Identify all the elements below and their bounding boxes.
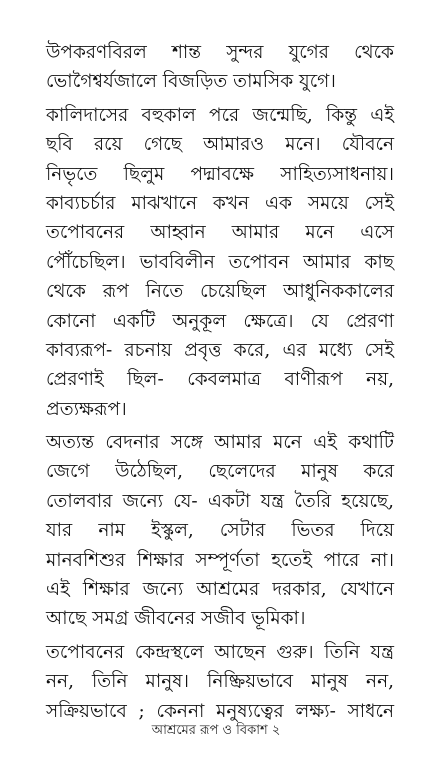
- text-line: ভোগৈশ্বর্যজালে বিজড়িত তামসিক যুগে।: [46, 71, 336, 93]
- text-line: মানবশিশুর শিক্ষার সম্পূর্ণতা হতেই পারে না।: [46, 549, 394, 571]
- text-line: নিভৃতে ছিলুম পদ্মাবক্ষে সাহিত্যসাধনায়।: [46, 163, 394, 185]
- text-line: এই শিক্ষার জন্যে আশ্রমের দরকার, যেখানে: [46, 579, 394, 601]
- text-line: প্রত্যক্ষরূপ।: [46, 398, 127, 420]
- page-text-block: [46, 38, 394, 730]
- paragraph-4: [46, 638, 394, 726]
- text-line: প্রেরণাই ছিল- কেবলমাত্র বাণীরূপ নয়,: [46, 369, 394, 391]
- text-line: নন, তিনি মানুষ। নিষ্ক্রিয়ভাবে মানুষ নন,: [46, 671, 394, 693]
- text-line: আছে সমগ্র জীবনের সজীব ভূমিকা।: [46, 608, 306, 630]
- text-line: কোনো একটি অনুকূল ক্ষেত্রে। যে প্রেরণা: [46, 310, 394, 332]
- text-line: জেগে উঠেছিল, ছেলেদের মানুষ করে: [46, 461, 394, 483]
- text-line: পৌঁচেছিল। ভাববিলীন তপোবন আমার কাছ: [46, 251, 394, 273]
- paragraph-2: [46, 101, 394, 424]
- text-line: যার নাম ইস্কুল, সেটার ভিতর দিয়ে: [46, 520, 394, 542]
- text-line: কাব্যরূপ- রচনায় প্রবৃত্ত করে, এর মধ্যে সেই: [46, 339, 394, 361]
- text-line: উপকরণবিরল শান্ত সুন্দর যুগের থেকে: [46, 42, 394, 63]
- text-line: অত্যন্ত বেদনার সঙ্গে আমার মনে এই কথাটি: [46, 432, 394, 454]
- text-line: তপোবনের কেন্দ্রস্থলে আছেন গুরু। তিনি যন্ত্র: [46, 641, 394, 663]
- text-line: কালিদাসের বহুকাল পরে জন্মেছি, কিন্তু এই: [46, 104, 394, 126]
- text-line: কাব্যচর্চার মাঝখানে কখন এক সময়ে সেই: [46, 192, 394, 214]
- text-line: তোলবার জন্যে যে- একটা যন্ত্র তৈরি হয়েছে,: [46, 490, 394, 512]
- text-line: ছবি রয়ে গেছে আমারও মনে। যৌবনে: [46, 134, 394, 156]
- text-line: সক্রিয়ভাবে ; কেননা মনুষ্যত্বের লক্ষ্য- সাধনে: [46, 700, 394, 722]
- text-line: তপোবনের আহ্বান আমার মনে এসে: [46, 222, 394, 244]
- text-line: থেকে রূপ নিতে চেয়েছিল আধুনিককালের: [46, 281, 394, 303]
- page-footer: আশ্রমের রূপ ও বিকাশ ২: [151, 723, 281, 738]
- paragraph-1: [46, 38, 394, 97]
- paragraph-3: [46, 428, 394, 634]
